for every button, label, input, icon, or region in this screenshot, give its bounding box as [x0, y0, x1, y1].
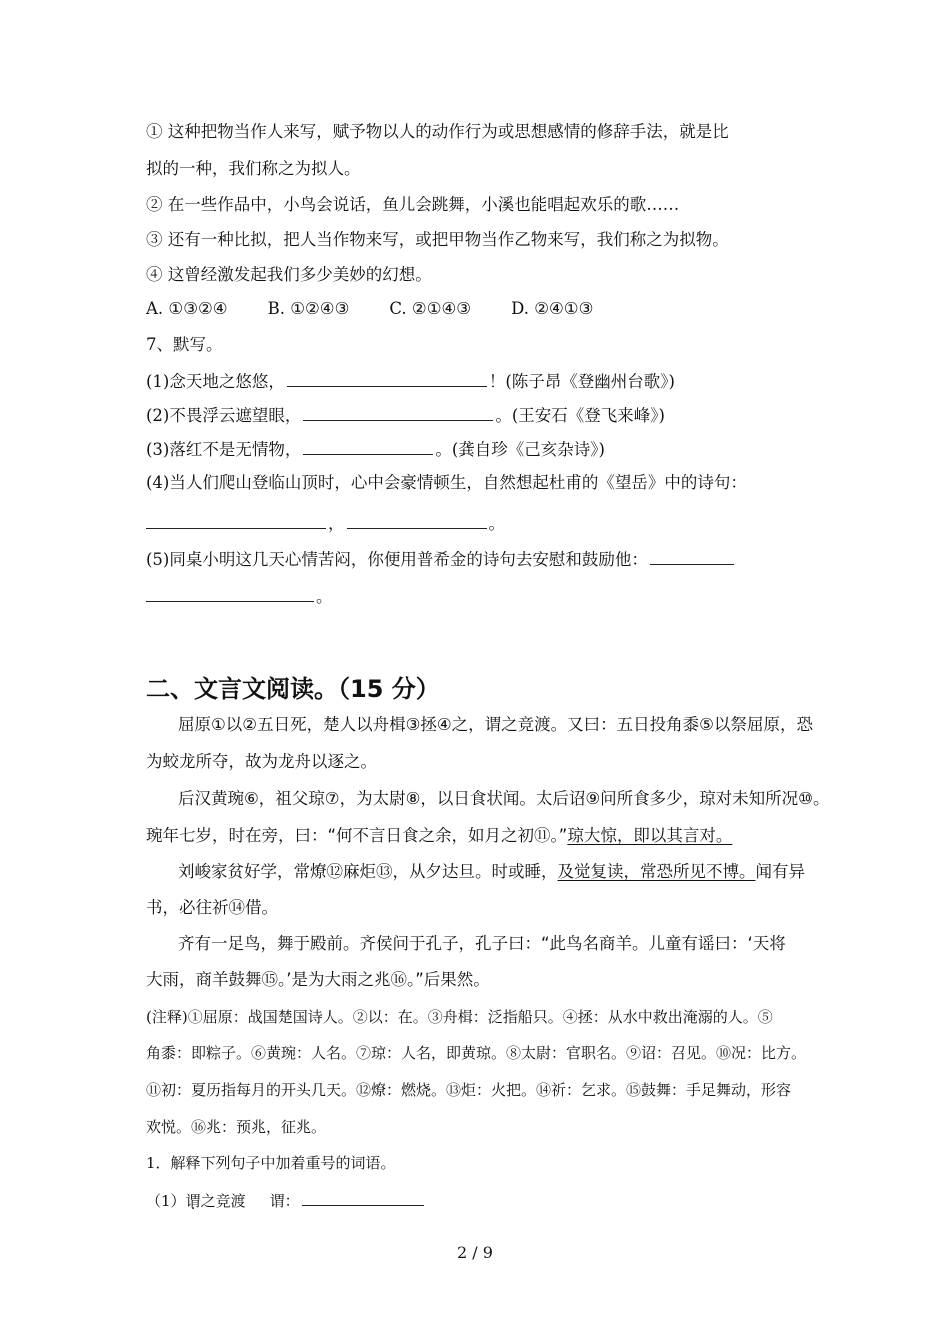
notes-line-3: ⑪初：夏历指每月的开头几天。⑫燎：燃烧。⑬炬：火把。⑭祈：乞求。⑮鼓舞：手足舞动，形容	[146, 1081, 792, 1099]
passage-3-line-2: 书，必往祈⑭借。	[146, 898, 278, 917]
q7-item-3	[146, 436, 810, 461]
passage-2-line-1: 后汉黄琬⑥，祖父琼⑦，为太尉⑧，以日食状闻。太后诏⑨问所食多少，琼对未知所况⑩。	[178, 789, 830, 808]
passage-4-line-1: 齐有一足鸟，舞于殿前。齐侯问于孔子，孔子曰：“此鸟名商羊。儿童有谣曰：‘天将	[178, 934, 786, 953]
q7-item-4-period: 。	[488, 514, 505, 533]
answer-blank[interactable]	[303, 402, 493, 421]
q7-item-4: (4)当人们爬山登临山顶时，心中会豪情顿生，自然想起杜甫的《望岳》中的诗句：	[146, 473, 747, 492]
q7-item-3-source: 。(龚自珍《己亥杂诗》)	[435, 440, 605, 459]
page-number: 2 / 9	[457, 1243, 493, 1262]
question-1-title: 1．解释下列句子中加着重号的词语。	[146, 1154, 396, 1172]
item-number: （1）	[146, 1192, 186, 1210]
q7-item-1	[146, 368, 810, 393]
q7-item-1-source: ！(陈子昂《登幽州台歌》)	[488, 372, 675, 391]
section-heading: 二、文言文阅读。（15 分）	[146, 675, 440, 703]
question-1-item-1	[146, 1187, 810, 1212]
answer-blank[interactable]	[146, 583, 314, 602]
passage-2-line-2	[146, 825, 810, 847]
q6-sentence-3: ③ 还有一种比拟，把人当作物来写，或把甲物当作乙物来写，我们称之为拟物。	[146, 230, 729, 249]
q7-item-5	[146, 546, 810, 571]
passage-2-text: 琬年七岁，时在旁，曰：“何不言日食之余，如月之初⑪。”	[146, 826, 568, 845]
answer-blank[interactable]	[347, 510, 487, 529]
answer-blank[interactable]	[302, 1187, 424, 1206]
q6-sentence-4: ④ 这曾经激发起我们多少美妙的幻想。	[146, 265, 432, 284]
q6-sentence-1b: 拟的一种，我们称之为拟人。	[146, 159, 361, 178]
passage-1-line-1: 屈原①以②五日死，楚人以舟楫③拯④之，谓之竞渡。又曰：五日投角黍⑤以祭屈原，恐	[178, 715, 813, 734]
q7-item-1-prompt: (1)念天地之悠悠，	[146, 372, 285, 391]
q7-item-3-prompt: (3)落红不是无情物，	[146, 440, 302, 459]
q7-item-4-comma: ，	[328, 514, 345, 533]
passage-3-text-end: 闻有异	[755, 862, 805, 881]
q7-item-2	[146, 402, 810, 427]
q7-title: 7、默写。	[146, 335, 223, 354]
answer-blank[interactable]	[303, 436, 433, 455]
option-d: D. ②④①③	[511, 299, 594, 318]
q7-item-5-prompt: (5)同桌小明这几天心情苦闷，你便用普希金的诗句去安慰和鼓励他：	[146, 550, 648, 569]
notes-line-2: 角黍：即粽子。⑥黄琬：人名。⑦琼：人名，即黄琼。⑧太尉：官职名。⑨诏：召见。⑩况：比方。	[146, 1044, 807, 1062]
q7-item-5-cont	[146, 583, 810, 608]
q6-sentence-2: ② 在一些作品中，小鸟会说话，鱼儿会跳舞，小溪也能唱起欢乐的歌……	[146, 195, 680, 214]
item-phrase: 之竞渡	[200, 1192, 246, 1210]
answer-blank[interactable]	[287, 368, 487, 387]
passage-3-line-1	[178, 861, 810, 883]
notes-line-4: 欢悦。⑯兆：预兆，征兆。	[146, 1118, 327, 1136]
option-a: A. ①③②④	[146, 299, 228, 318]
q7-item-2-prompt: (2)不畏浮云遮望眼，	[146, 406, 302, 425]
passage-4-line-2: 大雨，商羊鼓舞⑮。’是为大雨之兆⑯。”后果然。	[146, 970, 490, 989]
underlined-sentence: 琼大惊，即以其言对。	[567, 826, 733, 845]
q7-item-5-period: 。	[316, 587, 333, 606]
option-b: B. ①②④③	[267, 299, 350, 318]
answer-blank[interactable]	[650, 546, 734, 565]
passage-1-line-2: 为蛟龙所夺，故为龙舟以逐之。	[146, 752, 377, 771]
option-c: C. ②①④③	[389, 299, 472, 318]
notes-line-1: (注释)①屈原：战国楚国诗人。②以：在。③舟楫：泛指船只。④拯：从水中救出淹溺的人。⑤	[146, 1008, 773, 1026]
passage-3-text: 刘峻家贫好学，常燎⑫麻炬⑬，从夕达旦。时或睡，	[178, 862, 558, 881]
underlined-sentence: 及觉复读，常恐所见不博。	[557, 862, 756, 881]
q6-sentence-1a: ① 这种把物当作人来写，赋予物以人的动作行为或思想感情的修辞手法，就是比	[146, 122, 729, 141]
answer-blank[interactable]	[146, 510, 326, 529]
q6-options	[146, 298, 810, 320]
q7-item-4-answers	[146, 510, 810, 535]
q7-item-2-source: 。(王安石《登飞来峰》)	[495, 406, 665, 425]
emphasized-word: 谓	[185, 1192, 201, 1210]
item-label: 谓：	[269, 1192, 300, 1210]
